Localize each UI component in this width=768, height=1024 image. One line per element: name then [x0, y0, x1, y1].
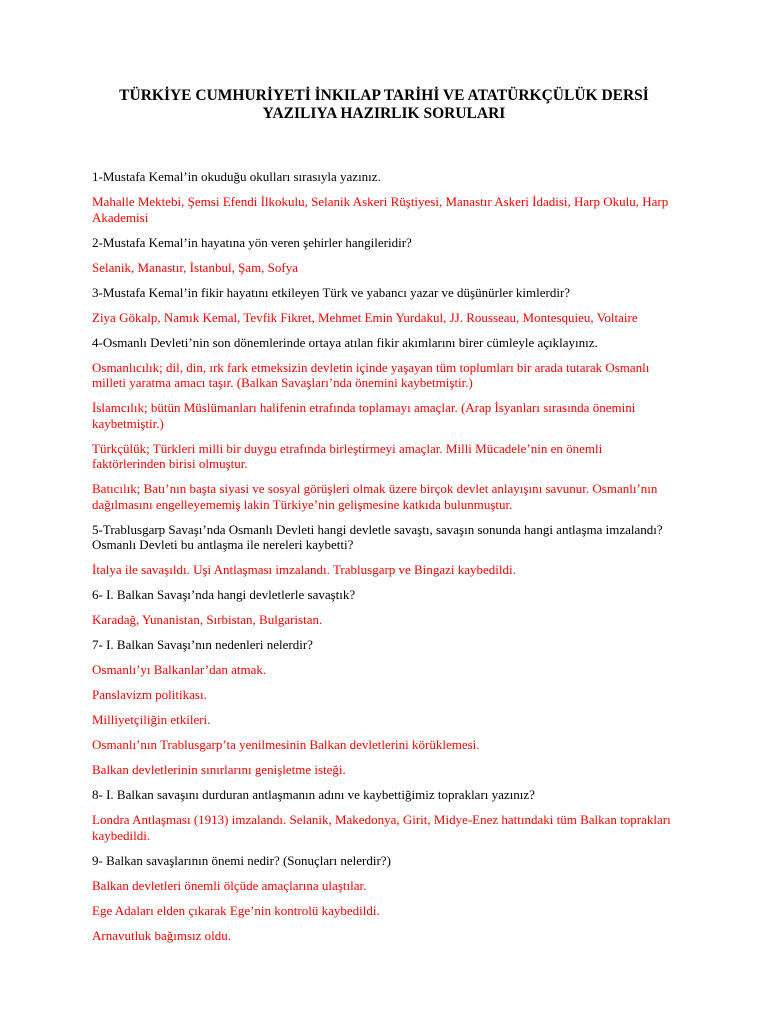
question-3: 3-Mustafa Kemal’in fikir hayatını etkileyen Türk ve yabancı yazar ve düşünürler kimlerdir? [92, 284, 571, 300]
answer-7-item-3: Milliyetçiliğin etkileri. [92, 712, 211, 727]
question-8: 8- I. Balkan savaşını durduran antlaşmanın adını ve kaybettiğimiz toprakları yazınız? [92, 787, 535, 802]
answer-7-item-1: Osmanlı’yı Balkanlar’dan atmak. [92, 662, 267, 677]
answer-7-item-4: Osmanlı’nın Trablusgarp’ta yenilmesinin Balkan devletlerini körüklemesi. [92, 737, 480, 752]
question-1: 1-Mustafa Kemal’in okuduğu okulları sırasıyla yazınız. [92, 169, 381, 184]
questions-content [92, 169, 676, 943]
question-2: 2-Mustafa Kemal’in hayatına yön veren şehirler hangileridir? [92, 234, 412, 250]
answer-1: Mahalle Mektebi, Şemsi Efendi İlkokulu, Selanik Askeri Rüştiyesi, Manastır Askeri İdadisi, Harp Okulu, Harp Akademisi [92, 194, 669, 225]
answer-8: Londra Antlaşması (1913) imzalandı. Selanik, Makedonya, Girit, Midye-Enez hattındaki tüm Balkan toprakları kaybedildi. [92, 812, 671, 843]
answer-4-islamcilik: İslamcılık; bütün Müslümanları halifenin etrafında toplamayı amaçlar. (Arap İsyanları sırasında önemini kaybetmiştir.) [92, 400, 636, 431]
answer-4-baticilik: Batıcılık; Batı’nın başta siyasi ve sosyal görüşleri olmak üzere birçok devlet anlayışını savunur. Osmanlı’nın dağılmasını engelleyememiş lakin Türkiye’nin gelişmesine katkıda bulunmuştur. [92, 481, 658, 512]
answer-5: İtalya ile savaşıldı. Uşi Antlaşması imzalandı. Trablusgarp ve Bingazi kaybedildi. [92, 562, 516, 577]
answer-7-item-5: Balkan devletlerinin sınırlarını genişletme isteği. [92, 762, 346, 777]
answer-9-item-3: Arnavutluk bağımsız oldu. [92, 927, 232, 943]
question-9: 9- Balkan savaşlarının önemi nedir? (Sonuçları nelerdir?) [92, 852, 391, 868]
question-4: 4-Osmanlı Devleti’nin son dönemlerinde ortaya atılan fikir akımlarını birer cümleyle açıklayınız. [92, 334, 598, 350]
answer-4-osmanlicilik: Osmanlıcılık; dil, din, ırk fark etmeksizin devletin içinde yaşayan tüm toplumları bir arada tutarak Osmanlı milleti yaratma amacı taşır. (Balkan Savaşları’nda önemini kaybetmiştir.) [92, 359, 650, 390]
answer-3: Ziya Gökalp, Namık Kemal, Tevfik Fikret, Mehmet Emin Yurdakul, JJ. Rousseau, Montesquieu, Voltaire [92, 309, 638, 325]
question-5: 5-Trablusgarp Savaşı’nda Osmanlı Devleti hangi devletle savaştı, savaşın sonunda hangi antlaşma imzalandı? Osmanlı Devleti bu antlaşma ile nereleri kaybetti? [92, 521, 663, 552]
answer-6: Karadağ, Yunanistan, Sırbistan, Bulgaristan. [92, 612, 323, 627]
answer-9-item-2: Ege Adaları elden çıkarak Ege’nin kontrolü kaybedildi. [92, 902, 380, 918]
answer-9-item-1: Balkan devletleri önemli ölçüde amaçlarına ulaştılar. [92, 877, 367, 893]
question-6: 6- I. Balkan Savaşı’nda hangi devletlerle savaştık? [92, 587, 356, 602]
answer-4-turkculuk: Türkçülük; Türkleri milli bir duygu etrafında birleştirmeyi amaçlar. Milli Mücadele’nin en önemli faktörlerinden birisi olmuştur. [92, 440, 603, 471]
answer-7-item-2: Panslavizm politikası. [92, 687, 207, 702]
answer-2: Selanik, Manastır, İstanbul, Şam, Sofya [92, 259, 299, 275]
title-line-1: TÜRKİYE CUMHURİYETİ İNKILAP TARİHİ VE ATATÜRKÇÜLÜK DERSİ [119, 87, 649, 104]
document-title [92, 87, 676, 123]
question-7: 7- I. Balkan Savaşı’nın nedenleri nelerdir? [92, 637, 313, 652]
title-line-2: YAZILIYA HAZIRLIK SORULARI [262, 105, 506, 122]
